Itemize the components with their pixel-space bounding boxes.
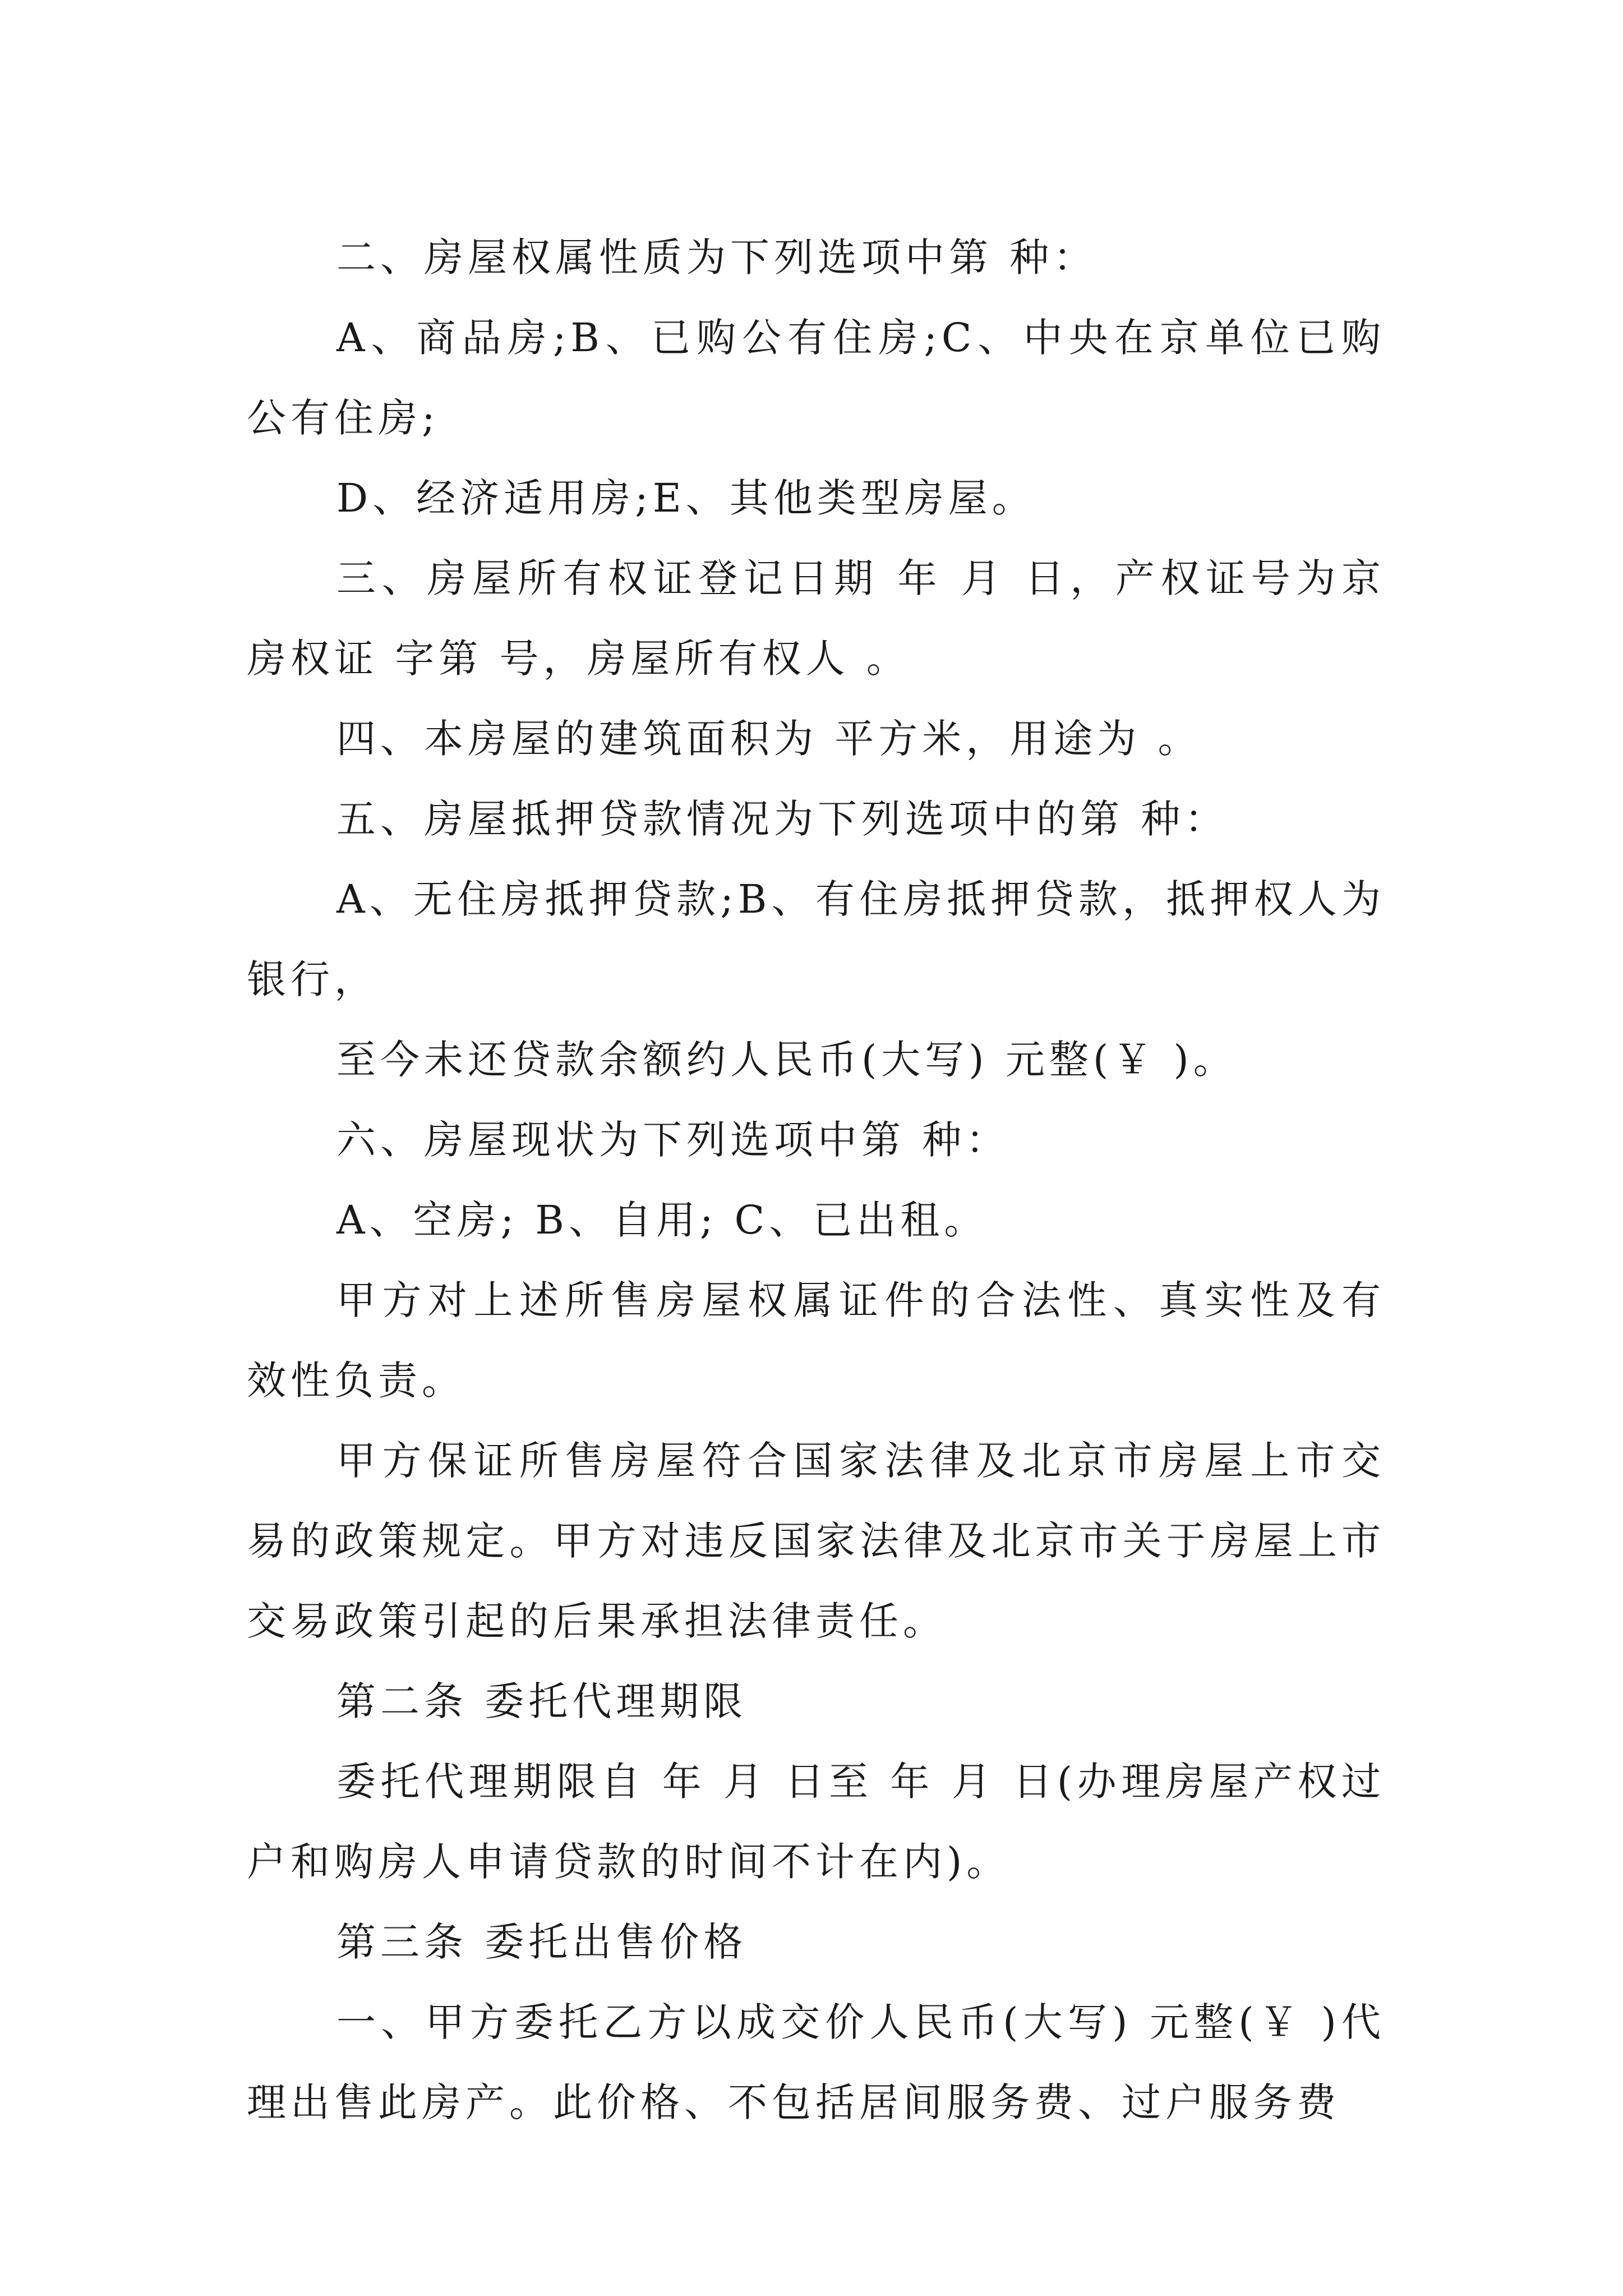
paragraph-property-options-de: D、经济适用房;E、其他类型房屋。 <box>336 475 1036 521</box>
paragraph-property-options-abc: A、商品房;B、已购公有住房;C、中央在京单位已购公有住房; <box>247 315 1385 441</box>
paragraph-loan-balance: 至今未还贷款余额约人民币(大写) 元整(￥ )。 <box>336 1037 1237 1083</box>
paragraph-property-type: 二、房屋权属性质为下列选项中第 种： <box>336 234 1098 280</box>
paragraph-agency-period: 委托代理期限自 年 月 日至 年 月 日(办理房屋产权过户和购房人申请贷款的时间不计在内)。 <box>247 1759 1385 1885</box>
paragraph-party-a-responsibility: 甲方对上述所售房屋权属证件的合法性、真实性及有效性负责。 <box>247 1277 1385 1404</box>
document-body <box>247 218 1385 2143</box>
paragraph-mortgage-options: A、无住房抵押贷款;B、有住房抵押贷款，抵押权人为银行， <box>247 876 1385 1002</box>
paragraph-ownership-certificate: 三、房屋所有权证登记日期 年 月 日，产权证号为京房权证 字第 号，房屋所有权人 。 <box>247 555 1385 682</box>
heading-article-2: 第二条 委托代理期限 <box>336 1678 748 1724</box>
heading-article-3: 第三条 委托出售价格 <box>336 1919 748 1965</box>
paragraph-mortgage-status: 五、房屋抵押贷款情况为下列选项中的第 种： <box>336 796 1229 842</box>
paragraph-sale-price: 一、甲方委托乙方以成交价人民币(大写) 元整(￥ )代理出售此房产。此价格、不包括居间服务费、过户服务费 <box>247 1999 1385 2125</box>
paragraph-current-status: 六、房屋现状为下列选项中第 种： <box>336 1117 1010 1163</box>
paragraph-floor-area: 四、本房屋的建筑面积为 平方米，用途为 。 <box>336 716 1202 762</box>
paragraph-status-options: A、空房; B、自用; C、已出租。 <box>336 1197 988 1243</box>
paragraph-party-a-guarantee: 甲方保证所售房屋符合国家法律及北京市房屋上市交易的政策规定。甲方对违反国家法律及北京市关于房屋上市交易政策引起的后果承担法律责任。 <box>247 1438 1385 1644</box>
